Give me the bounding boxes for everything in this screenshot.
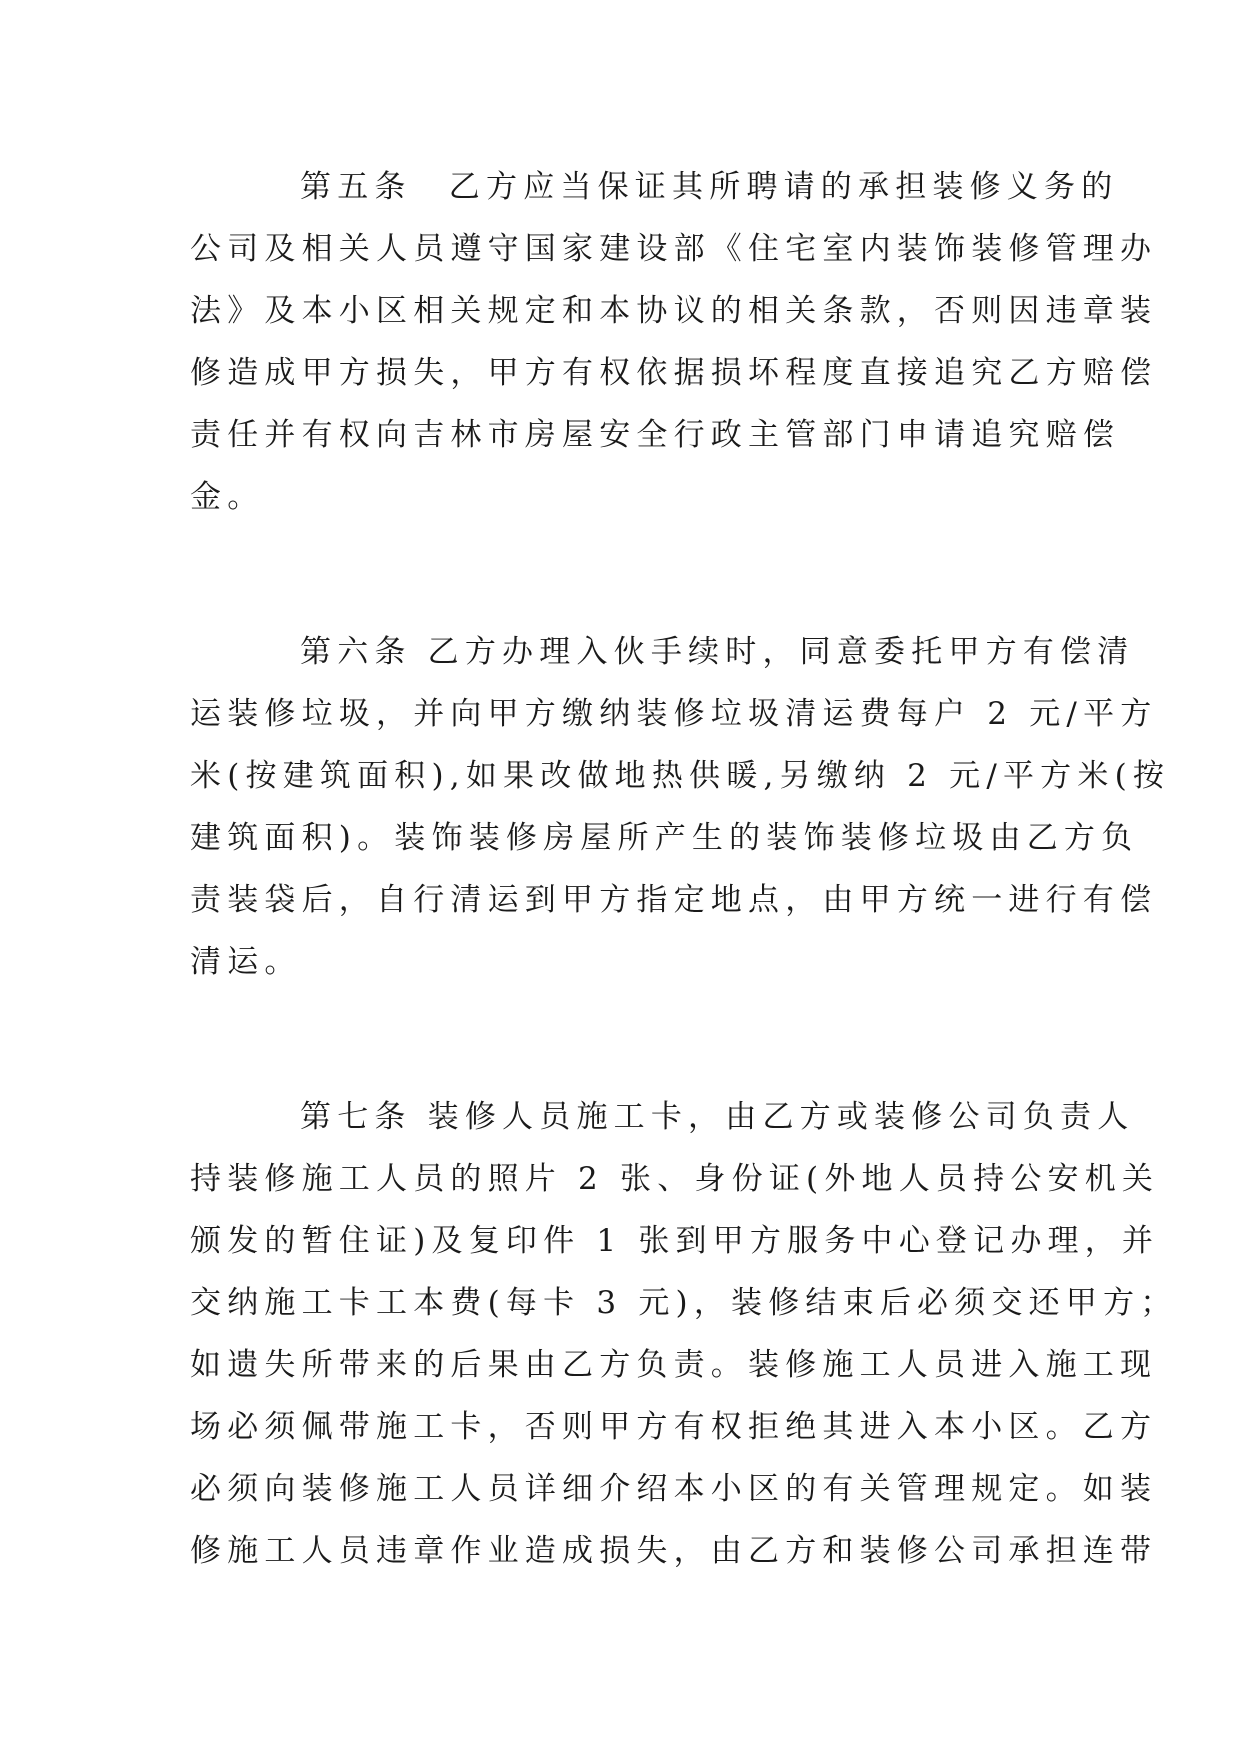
paragraph-line: 颁发的暂住证)及复印件 1 张到甲方服务中心登记办理，并 <box>190 1223 1160 1259</box>
paragraph-line: 修施工人员违章作业造成损失，由乙方和装修公司承担连带 <box>190 1533 1158 1569</box>
paragraph-line: 责装袋后，自行清运到甲方指定地点，由甲方统一进行有偿 <box>190 882 1158 918</box>
paragraph-line: 金。 <box>190 479 265 515</box>
clause-5 <box>190 156 1158 528</box>
paragraph-line: 交纳施工卡工本费(每卡 3 元)，装修结束后必须交还甲方； <box>190 1285 1178 1321</box>
paragraph-line: 修造成甲方损失，甲方有权依据损坏程度直接追究乙方赔偿 <box>190 355 1158 391</box>
paragraph-line: 第七条 装修人员施工卡，由乙方或装修公司负责人 <box>300 1099 1135 1135</box>
paragraph-line: 清运。 <box>190 944 302 980</box>
paragraph-line: 米(按建筑面积),如果改做地热供暖,另缴纳 2 元/平方米(按 <box>190 758 1171 794</box>
paragraph-line: 法》及本小区相关规定和本协议的相关条款，否则因违章装 <box>190 293 1158 329</box>
paragraph-line: 必须向装修施工人员详细介绍本小区的有关管理规定。如装 <box>190 1471 1158 1507</box>
paragraph-line: 运装修垃圾，并向甲方缴纳装修垃圾清运费每户 2 元/平方 <box>190 696 1158 732</box>
clause-6 <box>190 621 1171 993</box>
paragraph-line: 场必须佩带施工卡，否则甲方有权拒绝其进入本小区。乙方 <box>190 1409 1158 1445</box>
paragraph-line: 第五条 乙方应当保证其所聘请的承担装修义务的 <box>300 169 1119 205</box>
paragraph-line: 公司及相关人员遵守国家建设部《住宅室内装饰装修管理办 <box>190 231 1158 267</box>
paragraph-line: 第六条 乙方办理入伙手续时，同意委托甲方有偿清 <box>300 634 1135 670</box>
paragraph-line: 建筑面积)。装饰装修房屋所产生的装饰装修垃圾由乙方负 <box>190 820 1139 856</box>
paragraph-line: 持装修施工人员的照片 2 张、身份证(外地人员持公安机关 <box>190 1161 1160 1197</box>
paragraph-line: 责任并有权向吉林市房屋安全行政主管部门申请追究赔偿 <box>190 417 1120 453</box>
clause-7 <box>190 1086 1178 1582</box>
paragraph-line: 如遗失所带来的后果由乙方负责。装修施工人员进入施工现 <box>190 1347 1158 1383</box>
